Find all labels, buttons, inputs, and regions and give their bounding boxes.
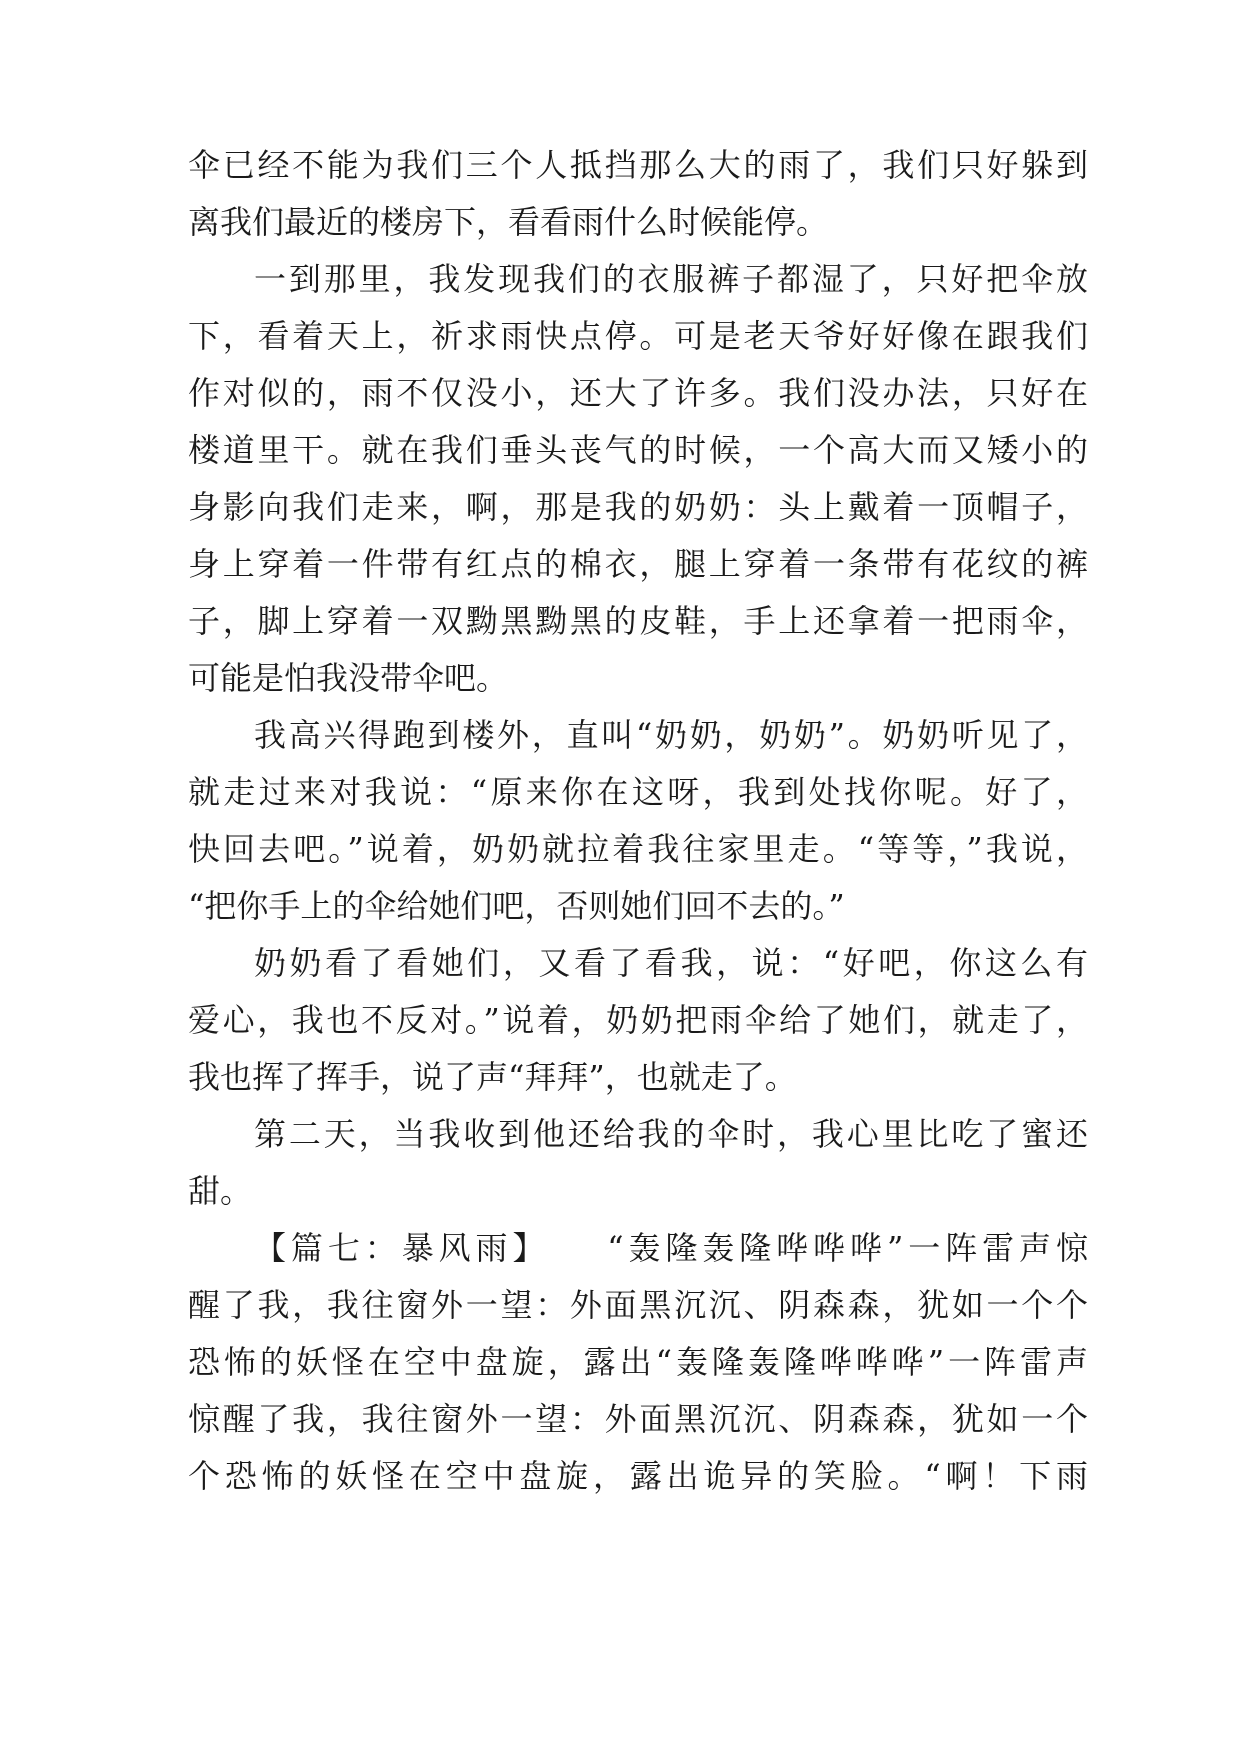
- text-line: 就走过来对我说：“原来你在这呀，我到处找你呢。好了，: [188, 773, 1088, 811]
- text-line: 离我们最近的楼房下，看看雨什么时候能停。: [188, 203, 829, 241]
- text-line: 身上穿着一件带有红点的棉衣，腿上穿着一条带有花纹的裤: [188, 545, 1088, 583]
- paragraph-first-line: 奶奶看了看她们，又看了看我，说：“好吧，你这么有: [254, 944, 1088, 982]
- text-line: 身影向我们走来，啊，那是我的奶奶：头上戴着一顶帽子，: [188, 488, 1088, 526]
- text-line: 恐怖的妖怪在空中盘旋，露出“轰隆轰隆哗哗哗”一阵雷声: [188, 1343, 1088, 1381]
- section-heading-line: 【篇七：暴风雨】 “轰隆轰隆哗哗哗”一阵雷声惊: [254, 1229, 1088, 1267]
- text-line: 可能是怕我没带伞吧。: [188, 659, 509, 697]
- text-line: 惊醒了我，我往窗外一望：外面黑沉沉、阴森森，犹如一个: [188, 1400, 1088, 1438]
- text-line: 快回去吧。”说着，奶奶就拉着我往家里走。“等等，”我说，: [188, 830, 1088, 868]
- paragraph-first-line: 一到那里，我发现我们的衣服裤子都湿了，只好把伞放: [254, 260, 1088, 298]
- text-line: 甜。: [188, 1172, 253, 1210]
- text-line: 我也挥了挥手，说了声“拜拜”，也就走了。: [188, 1058, 797, 1096]
- paragraph-first-line: 第二天，当我收到他还给我的伞时，我心里比吃了蜜还: [254, 1115, 1088, 1153]
- text-line: 下，看着天上，祈求雨快点停。可是老天爷好好像在跟我们: [188, 317, 1088, 355]
- text-line: 伞已经不能为我们三个人抵挡那么大的雨了，我们只好躲到: [188, 146, 1088, 184]
- text-line: “把你手上的伞给她们吧，否则她们回不去的。”: [188, 887, 845, 925]
- text-line: 个恐怖的妖怪在空中盘旋，露出诡异的笑脸。“啊！下雨: [188, 1457, 1088, 1495]
- text-line: 子，脚上穿着一双黝黑黝黑的皮鞋，手上还拿着一把雨伞，: [188, 602, 1088, 640]
- text-line: 楼道里干。就在我们垂头丧气的时候，一个高大而又矮小的: [188, 431, 1088, 469]
- text-line: 爱心，我也不反对。”说着，奶奶把雨伞给了她们，就走了，: [188, 1001, 1088, 1039]
- text-line: 作对似的，雨不仅没小，还大了许多。我们没办法，只好在: [188, 374, 1088, 412]
- text-line: 醒了我，我往窗外一望：外面黑沉沉、阴森森，犹如一个个: [188, 1286, 1088, 1324]
- paragraph-first-line: 我高兴得跑到楼外，直叫“奶奶，奶奶”。奶奶听见了，: [254, 716, 1088, 754]
